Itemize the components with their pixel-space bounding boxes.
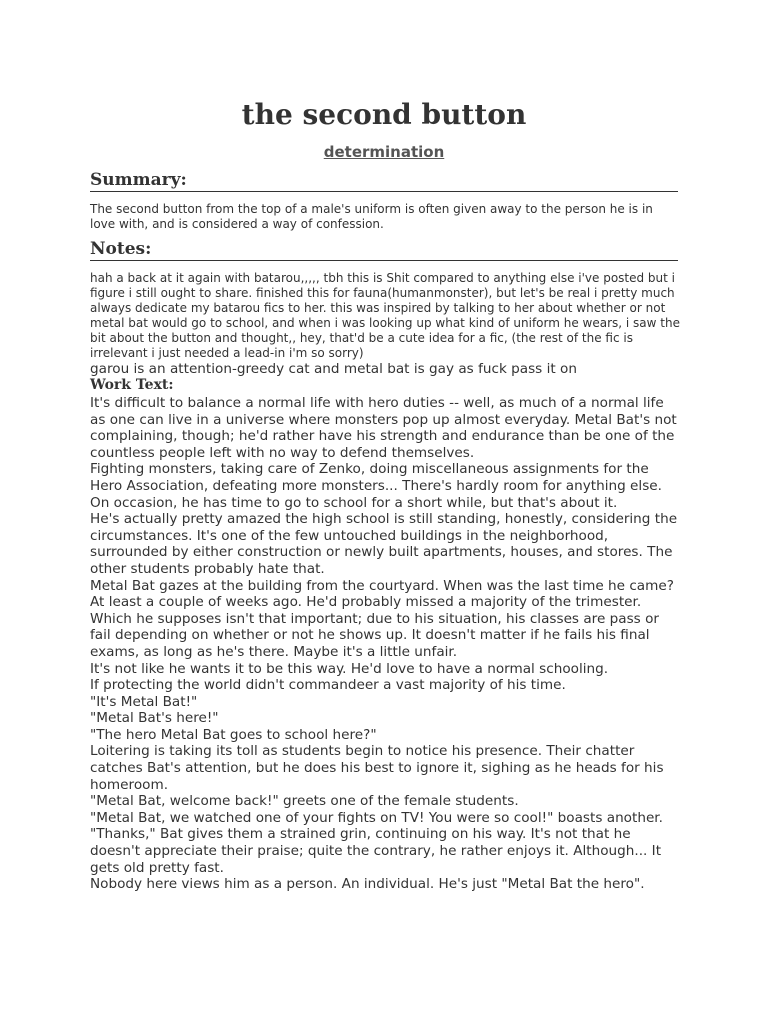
- paragraph: "Metal Bat, we watched one of your fights on TV! You were so cool!" boasts another.: [90, 809, 663, 826]
- paragraph: If protecting the world didn't commandeer a vast majority of his time.: [90, 677, 566, 694]
- author-link[interactable]: determination: [323, 143, 445, 161]
- notes-heading: Notes:: [90, 239, 678, 261]
- paragraph: "It's Metal Bat!": [90, 693, 198, 710]
- work-text-label: Work Text:: [90, 377, 174, 393]
- paragraph: He's actually pretty amazed the high school is still standing, honestly, considering the circumstances. It's one of the few untouched buildings in the neighborhood, surrounded by either construction or newly built apartments, houses, and stores. The other students probably hate that.: [90, 511, 678, 577]
- paragraph: "Metal Bat, welcome back!" greets one of the female students.: [90, 793, 519, 810]
- work-text-body: [90, 395, 682, 893]
- paragraph: "Metal Bat's here!": [90, 710, 219, 727]
- paragraph: Loitering is taking its toll as students begin to notice his presence. Their chatter catches Bat's attention, but he does his best to ignore it, sighing as he heads for his homeroom.: [90, 743, 664, 793]
- paragraph: Metal Bat gazes at the building from the courtyard. When was the last time he came? At least a couple of weeks ago. He'd probably missed a majority of the trimester. Which he supposes isn't that important; due to his situation, his classes are pass or fail depending on whether or not he shows up. It doesn't matter if he fails his final exams, as long as he's there. Maybe it's a little unfair.: [90, 577, 674, 660]
- paragraph: "Thanks," Bat gives them a strained grin, continuing on his way. It's not that he doesn't appreciate their praise; quite the contrary, he rather enjoys it. Although... It gets old pretty fast.: [90, 826, 662, 876]
- paragraph: Nobody here views him as a person. An individual. He's just "Metal Bat the hero".: [90, 876, 645, 893]
- summary-heading: Summary:: [90, 170, 678, 192]
- paragraph: It's not like he wants it to be this way. He'd love to have a normal schooling.: [90, 660, 609, 677]
- paragraph: "The hero Metal Bat goes to school here?": [90, 726, 377, 743]
- summary-text: The second button from the top of a male's uniform is often given away to the person he is in love with, and is considered a way of confession.: [90, 202, 653, 231]
- notes-text: hah a back at it again with batarou,,,,, tbh this is Shit compared to anything else i've posted but i figure i still ought to share. finished this for fauna(humanmonster), but let's be real i pretty much always dedicate my batarou fics to her. this was inspired by talking to her about whether or not metal bat would go to school, and when i was looking up what kind of uniform he wears, i saw the bit about the button and thought,, hey, that'd be a cute idea for a fic, (the rest of the fic is irrelevant i just needed a lead-in i'm so sorry): [90, 271, 680, 360]
- paragraph: Fighting monsters, taking care of Zenko, doing miscellaneous assignments for the Hero Association, defeating more monsters... There's hardly room for anything else. On occasion, he has time to go to school for a short while, but that's about it.: [90, 461, 662, 511]
- work-title: the second button: [241, 98, 527, 131]
- paragraph: It's difficult to balance a normal life with hero duties -- well, as much of a normal life as one can live in a universe where monsters pop up almost everyday. Metal Bat's not complaining, though; he'd rather have his strength and endurance than be one of the countless people left with no way to defend themselves.: [90, 395, 677, 461]
- notes-last-line: garou is an attention-greedy cat and metal bat is gay as fuck pass it on: [90, 361, 577, 377]
